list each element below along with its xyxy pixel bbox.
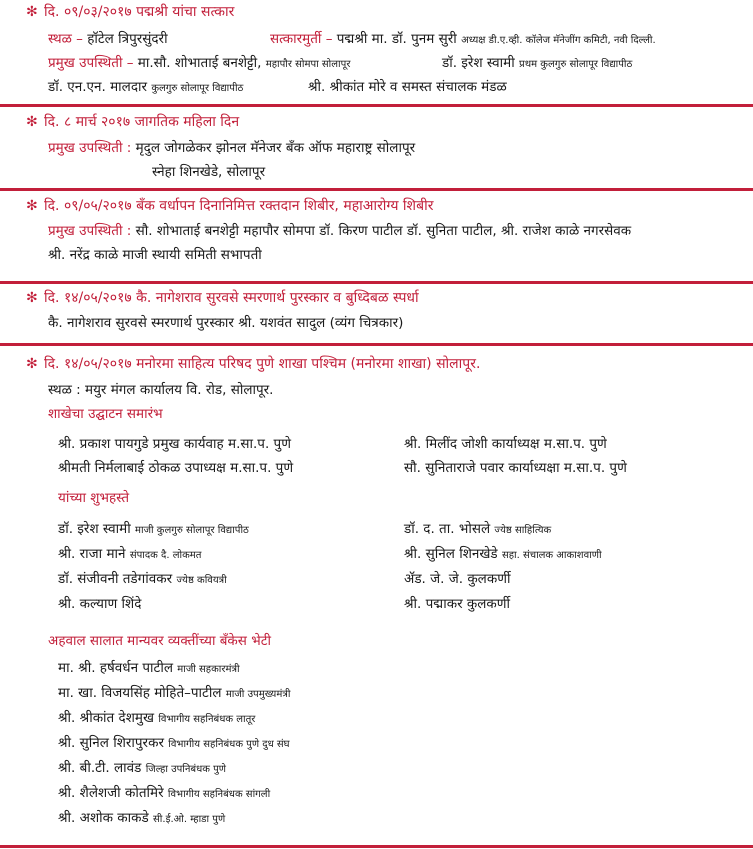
list-item: सौ. सुनिताराजे पवार कार्याध्यक्षा म.सा.प. पुणे: [404, 460, 627, 476]
s1-guest4: श्री. श्रीकांत मोरे व समस्त संचालक मंडळ: [308, 79, 507, 95]
s2-guest-2: स्नेहा शिनखेडे, सोलापूर: [152, 164, 266, 180]
asterisk-icon: ✻: [26, 356, 38, 372]
list-item: डॉ. संजीवनी तडेगांवकर ज्येष्ठ कवियत्री: [58, 571, 227, 587]
s1-guest3: डॉ. एन.एन. मालदार कुलगुरु सोलापूर विद्यापीठ: [48, 79, 244, 95]
list-item: श्री. बी.टी. लावंड जिल्हा उपनिबंधक पुणे: [58, 760, 227, 776]
divider: [0, 104, 753, 107]
list-item: श्री. कल्याण शिंदे: [58, 596, 142, 612]
section-2-heading: ✻ दि. ८ मार्च २०१७ जागतिक महिला दिन: [26, 114, 240, 130]
list-item: डॉ. इरेश स्वामी माजी कुलगुरु सोलापूर विद्यापीठ: [58, 521, 249, 537]
asterisk-icon: ✻: [26, 290, 38, 306]
list-item: श्री. शैलेशजी कोतमिरे विभागीय सहनिबंधक सांगली: [58, 785, 271, 801]
divider: [0, 188, 753, 191]
s5-subheading-visits: अहवाल सालात मान्यवर व्यक्तींच्या बँकेस भेटी: [48, 633, 272, 649]
list-item: डॉ. द. ता. भोसले ज्येष्ठ साहित्यिक: [404, 521, 552, 537]
list-item: मा. खा. विजयसिंह मोहिते–पाटील माजी उपमुख्यमंत्री: [58, 685, 291, 701]
list-item: श्री. सुनिल शिनखेडे सहा. संचालक आकाशवाणी: [404, 546, 602, 562]
asterisk-icon: ✻: [26, 4, 38, 20]
list-item: श्री. श्रीकांत देशमुख विभागीय सहनिबंधक लातूर: [58, 710, 256, 726]
s5-subheading-chief-guests: यांच्या शुभहस्ते: [58, 490, 130, 506]
s2-guests: प्रमुख उपस्थिती : मृदुल जोगळेकर झोनल मॅनेजर बँक ऑफ महाराष्ट्र सोलापूर: [48, 140, 416, 156]
s1-guests: प्रमुख उपस्थिती – मा.सौ. शोभाताई बनशेट्टी, महापौर सोमपा सोलापूर: [48, 55, 351, 71]
s4-award: कै. नागेशराव सुरवसे स्मरणार्थ पुरस्कार श्री. यशवंत सादुल (व्यंग चित्रकार): [48, 315, 404, 331]
s5-subheading-inauguration: शाखेचा उद्घाटन समारंभ: [48, 406, 163, 422]
list-item: श्री. मिलींद जोशी कार्याध्यक्ष म.सा.प. पुणे: [404, 436, 607, 452]
section-1-heading: ✻ दि. ०९/०३/२०१७ पद्मश्री यांचा सत्कार: [26, 4, 235, 20]
divider: [0, 845, 753, 848]
list-item: श्री. अशोक काकडे सी.ई.ओ. म्हाडा पुणे: [58, 810, 226, 826]
section-4-heading: ✻ दि. १४/०५/२०१७ कै. नागेशराव सुरवसे स्मरणार्थ पुरस्कार व बुध्दिबळ स्पर्धा: [26, 290, 419, 306]
list-item: श्री. पद्माकर कुलकर्णी: [404, 596, 511, 612]
section-5-heading: ✻ दि. १४/०५/२०१७ मनोरमा साहित्य परिषद पुणे शाखा पश्चिम (मनोरमा शाखा) सोलापूर.: [26, 356, 481, 372]
divider: [0, 281, 753, 284]
s3-guests: प्रमुख उपस्थिती : सौ. शोभाताई बनशेट्टी महापौर सोमपा डॉ. किरण पाटील डॉ. सुनिता पाटील, श्री. राजेश काळे नगरसेवक: [48, 223, 632, 239]
s1-honoree: सत्कारमुर्ती – पद्मश्री मा. डॉ. पुनम सुरी अध्यक्ष डी.ए.व्ही. कॉलेज मॅनेजींग कमिटी, नवी दिल्ली.: [270, 31, 656, 47]
list-item: श्रीमती निर्मलाबाई ठोकळ उपाध्यक्ष म.सा.प. पुणे: [58, 460, 294, 476]
divider: [0, 343, 753, 346]
s1-place: स्थळ – हॉटेल त्रिपुरसुंदरी: [48, 31, 168, 47]
s1-guest2: डॉ. इरेश स्वामी प्रथम कुलगुरु सोलापूर विद्यापीठ: [442, 55, 633, 71]
section-3-heading: ✻ दि. ०९/०५/२०१७ बँक वर्धापन दिनानिमित्त रक्तदान शिबीर, महाआरोग्य शिबीर: [26, 198, 434, 214]
asterisk-icon: ✻: [26, 114, 38, 130]
asterisk-icon: ✻: [26, 198, 38, 214]
list-item: श्री. प्रकाश पायगुडे प्रमुख कार्यवाह म.सा.प. पुणे: [58, 436, 291, 452]
s5-place: स्थळ : मयुर मंगल कार्यालय वि. रोड, सोलापूर.: [48, 382, 274, 398]
list-item: श्री. सुनिल शिरापुरकर विभागीय सहनिबंधक पुणे दुध संघ: [58, 735, 290, 751]
s3-guest-2: श्री. नरेंद्र काळे माजी स्थायी समिती सभापती: [48, 247, 262, 263]
list-item: ॲड. जे. जे. कुलकर्णी: [404, 571, 511, 587]
list-item: श्री. राजा माने संपादक दै. लोकमत: [58, 546, 202, 562]
list-item: मा. श्री. हर्षवर्धन पाटील माजी सहकारमंत्री: [58, 660, 240, 676]
